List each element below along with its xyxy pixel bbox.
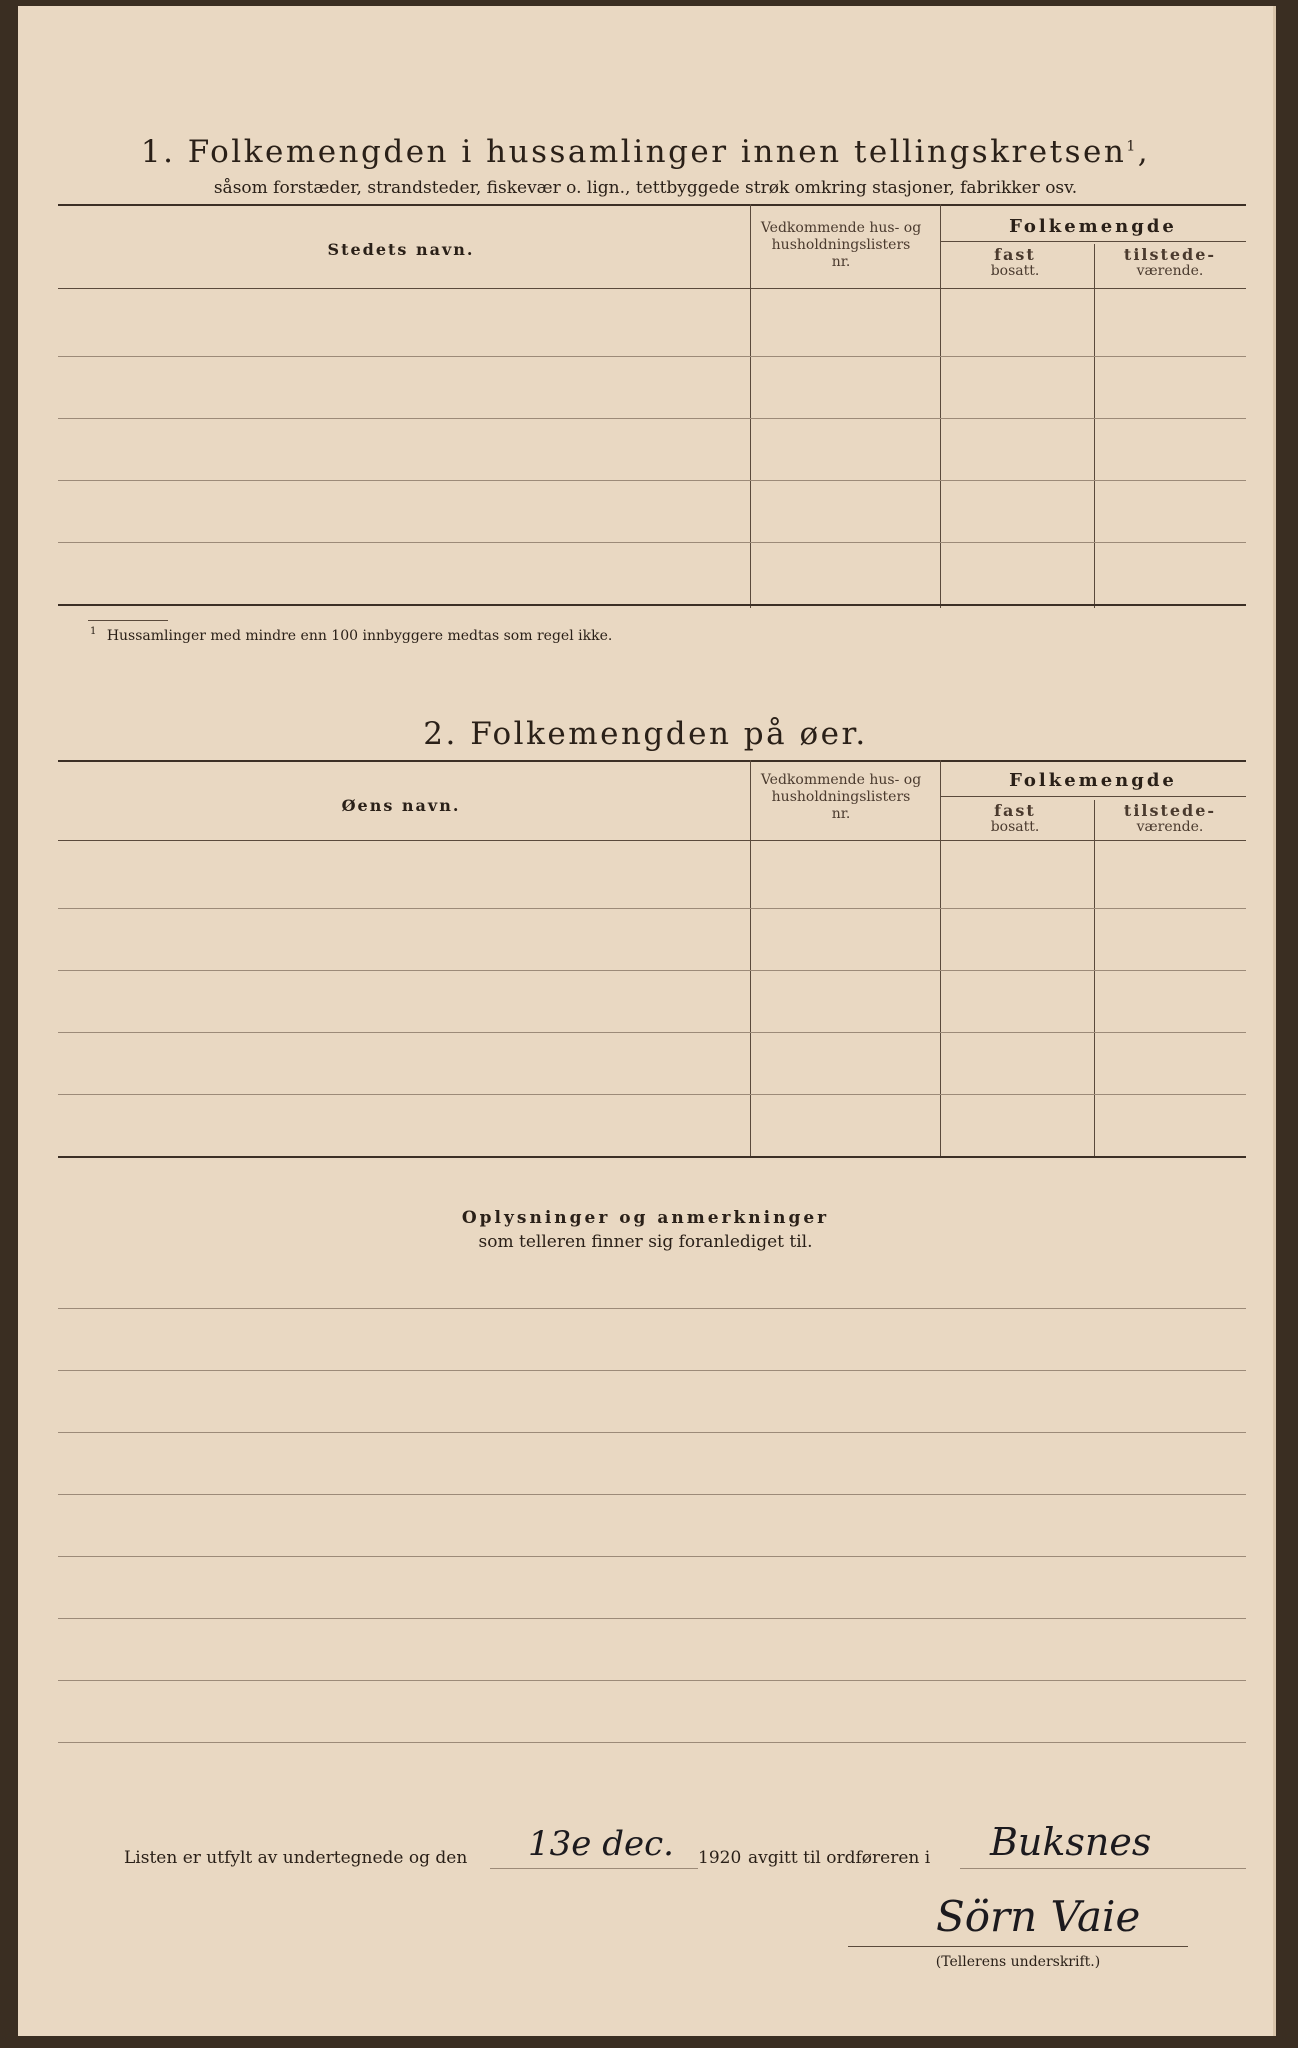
- remarks-subtitle: som telleren finner sig foranlediget til.: [478, 1232, 813, 1252]
- signature-caption: (Tellerens underskrift.): [935, 1954, 1101, 1970]
- section1-table-bottom-rule: [58, 604, 1246, 606]
- section1-row-rule: [58, 480, 1246, 481]
- remarks-line: [58, 1370, 1246, 1371]
- section1-col-divider-3: [1094, 244, 1095, 608]
- section2-col-fast-line1: fast: [994, 801, 1036, 820]
- section2-col-tilstede: [1094, 802, 1246, 836]
- place-handwritten: Buksnes: [990, 1820, 1152, 1864]
- section2-col-fast-line2: bosatt.: [990, 819, 1040, 835]
- section2-col-list-line3: nr.: [831, 806, 851, 822]
- place-fill-line: [960, 1868, 1246, 1869]
- section1-col-list-line2: husholdningslisters: [771, 237, 911, 253]
- section2-col-divider-3: [1094, 800, 1095, 1156]
- section1-title: [18, 134, 1273, 170]
- section2-col-pop: Folkemengde: [1009, 770, 1177, 791]
- section2-title: [18, 716, 1273, 752]
- signature-prefix: Listen er utfylt av undertegnede og den: [124, 1848, 468, 1868]
- remarks-line: [58, 1742, 1246, 1743]
- section1-col-name: Stedets navn.: [327, 240, 475, 259]
- section1-col-list: [746, 220, 936, 271]
- date-handwritten: 13e dec.: [528, 1824, 674, 1864]
- teller-signature: Sörn Vaie: [936, 1892, 1141, 1941]
- section1-col-divider-2: [940, 204, 941, 608]
- section2-col-list-line1: Vedkommende hus- og: [760, 772, 922, 788]
- section2-title-text: Folkemengden på øer.: [470, 716, 868, 752]
- section2-col-list: [746, 772, 936, 823]
- section1-col-tilstede-line1: tilstede-: [1123, 245, 1217, 264]
- footnote-text: Hussamlinger med mindre enn 100 innbyggere medtas som regel ikke.: [106, 627, 613, 644]
- signature-middle: avgitt til ordføreren i: [748, 1848, 931, 1868]
- census-form-page: [18, 6, 1276, 2036]
- footnote-rule: [88, 620, 168, 621]
- remarks-line: [58, 1556, 1246, 1557]
- section1-header-bottom-rule: [58, 288, 1246, 289]
- section2-col-list-line2: husholdningslisters: [771, 789, 911, 805]
- remarks-line: [58, 1494, 1246, 1495]
- section2-row-rule: [58, 908, 1246, 909]
- section2-row-rule: [58, 970, 1246, 971]
- section2-table-bottom-rule: [58, 1156, 1246, 1158]
- section1-col-list-line3: nr.: [831, 254, 851, 270]
- section1-col-tilstede-line2: værende.: [1136, 263, 1204, 279]
- remarks-line: [58, 1618, 1246, 1619]
- remarks-line: [58, 1432, 1246, 1433]
- signature-year: 1920: [698, 1848, 742, 1868]
- section2-row-rule: [58, 1094, 1246, 1095]
- section1-title-text: Folkemengden i hussamlinger innen tellingskretsen: [187, 134, 1127, 170]
- section2-header-bottom-rule: [58, 840, 1246, 841]
- section1-table-top-rule: [58, 204, 1246, 206]
- section1-row-rule: [58, 356, 1246, 357]
- section2-col-fast: [940, 802, 1090, 836]
- footnote-mark: 1: [90, 626, 97, 637]
- section2-pop-subrule: [940, 796, 1246, 797]
- section2-col-tilstede-line2: værende.: [1136, 819, 1204, 835]
- section1-title-trailing: ,: [1137, 134, 1151, 170]
- section1-col-list-line1: Vedkommende hus- og: [760, 220, 922, 236]
- section1-number: 1.: [140, 134, 176, 170]
- section2-number: 2.: [423, 716, 458, 752]
- section1-col-fast: [940, 246, 1090, 280]
- section1-row-rule: [58, 542, 1246, 543]
- section1-col-pop: Folkemengde: [1009, 216, 1177, 237]
- signature-line: [848, 1946, 1188, 1947]
- section1-col-fast-line2: bosatt.: [990, 263, 1040, 279]
- section1-title-sup: 1: [1126, 138, 1138, 155]
- section2-col-name: Øens navn.: [341, 796, 461, 815]
- section2-col-divider-2: [940, 760, 941, 1156]
- section2-col-divider-1: [750, 760, 751, 1156]
- section1-col-divider-1: [750, 204, 751, 608]
- section2-row-rule: [58, 1032, 1246, 1033]
- section1-footnote: [90, 626, 612, 644]
- section2-table-top-rule: [58, 760, 1246, 762]
- date-fill-line: [490, 1868, 698, 1869]
- section1-col-fast-line1: fast: [994, 245, 1036, 264]
- section1-pop-subrule: [940, 241, 1246, 242]
- remarks-line: [58, 1308, 1246, 1309]
- section1-row-rule: [58, 418, 1246, 419]
- section2-col-tilstede-line1: tilstede-: [1123, 801, 1217, 820]
- remarks-line: [58, 1680, 1246, 1681]
- section1-col-tilstede: [1094, 246, 1246, 280]
- remarks-title: Oplysninger og anmerkninger: [461, 1208, 830, 1228]
- section1-subtitle: såsom forstæder, strandsteder, fiskevær o. lign., tettbyggede strøk omkring stasjoner, fabrikker osv.: [213, 178, 1078, 198]
